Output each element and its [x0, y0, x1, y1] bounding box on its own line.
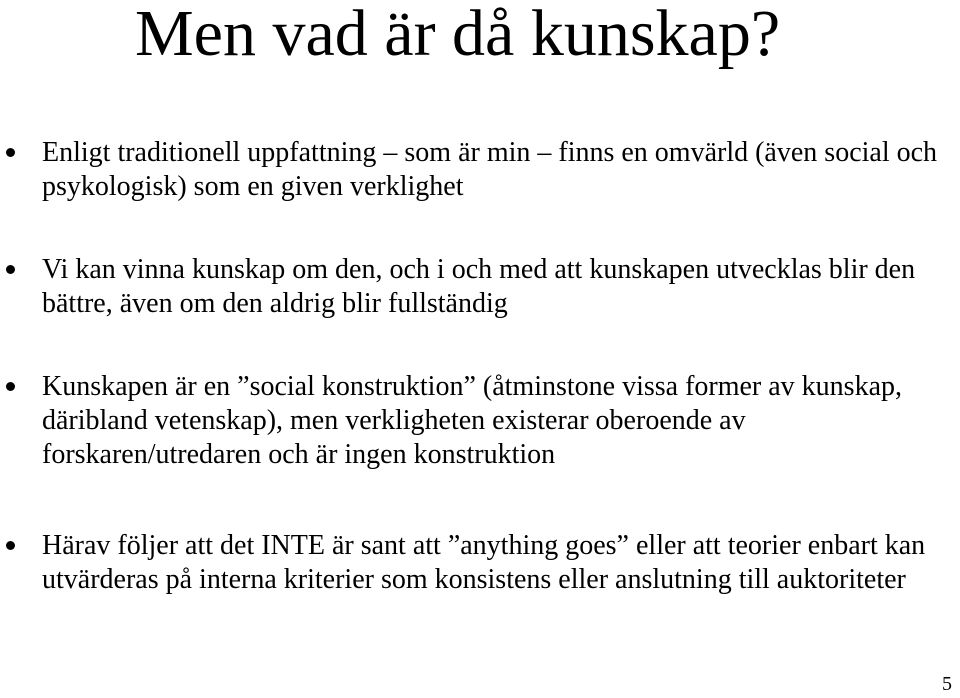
- slide-title: Men vad är då kunskap?: [135, 0, 781, 70]
- bullet-dot-icon: [6, 382, 15, 391]
- bullet-text: Härav följer att det INTE är sant att ”anything goes” eller att teorier enbart kan utvärderas på interna kriterier som konsistens eller anslutning till auktoriteter: [42, 530, 926, 595]
- bullet-text: Enligt traditionell uppfattning – som är min – finns en omvärld (även social och psykologisk) som en given verklighet: [42, 137, 938, 202]
- bullet-dot-icon: [6, 265, 15, 274]
- bullet-dot-icon: [6, 541, 15, 550]
- page-number: 5: [942, 673, 952, 695]
- bullet-dot-icon: [6, 148, 15, 157]
- bullet-text: Vi kan vinna kunskap om den, och i och med att kunskapen utvecklas blir den bättre, även om den aldrig blir fullständig: [42, 254, 916, 319]
- bullet-text: Kunskapen är en ”social konstruktion” (åtminstone vissa former av kunskap, däribland vetenskap), men verkligheten existerar oberoende av forskaren/utredaren och är ingen konstruktion: [42, 371, 903, 470]
